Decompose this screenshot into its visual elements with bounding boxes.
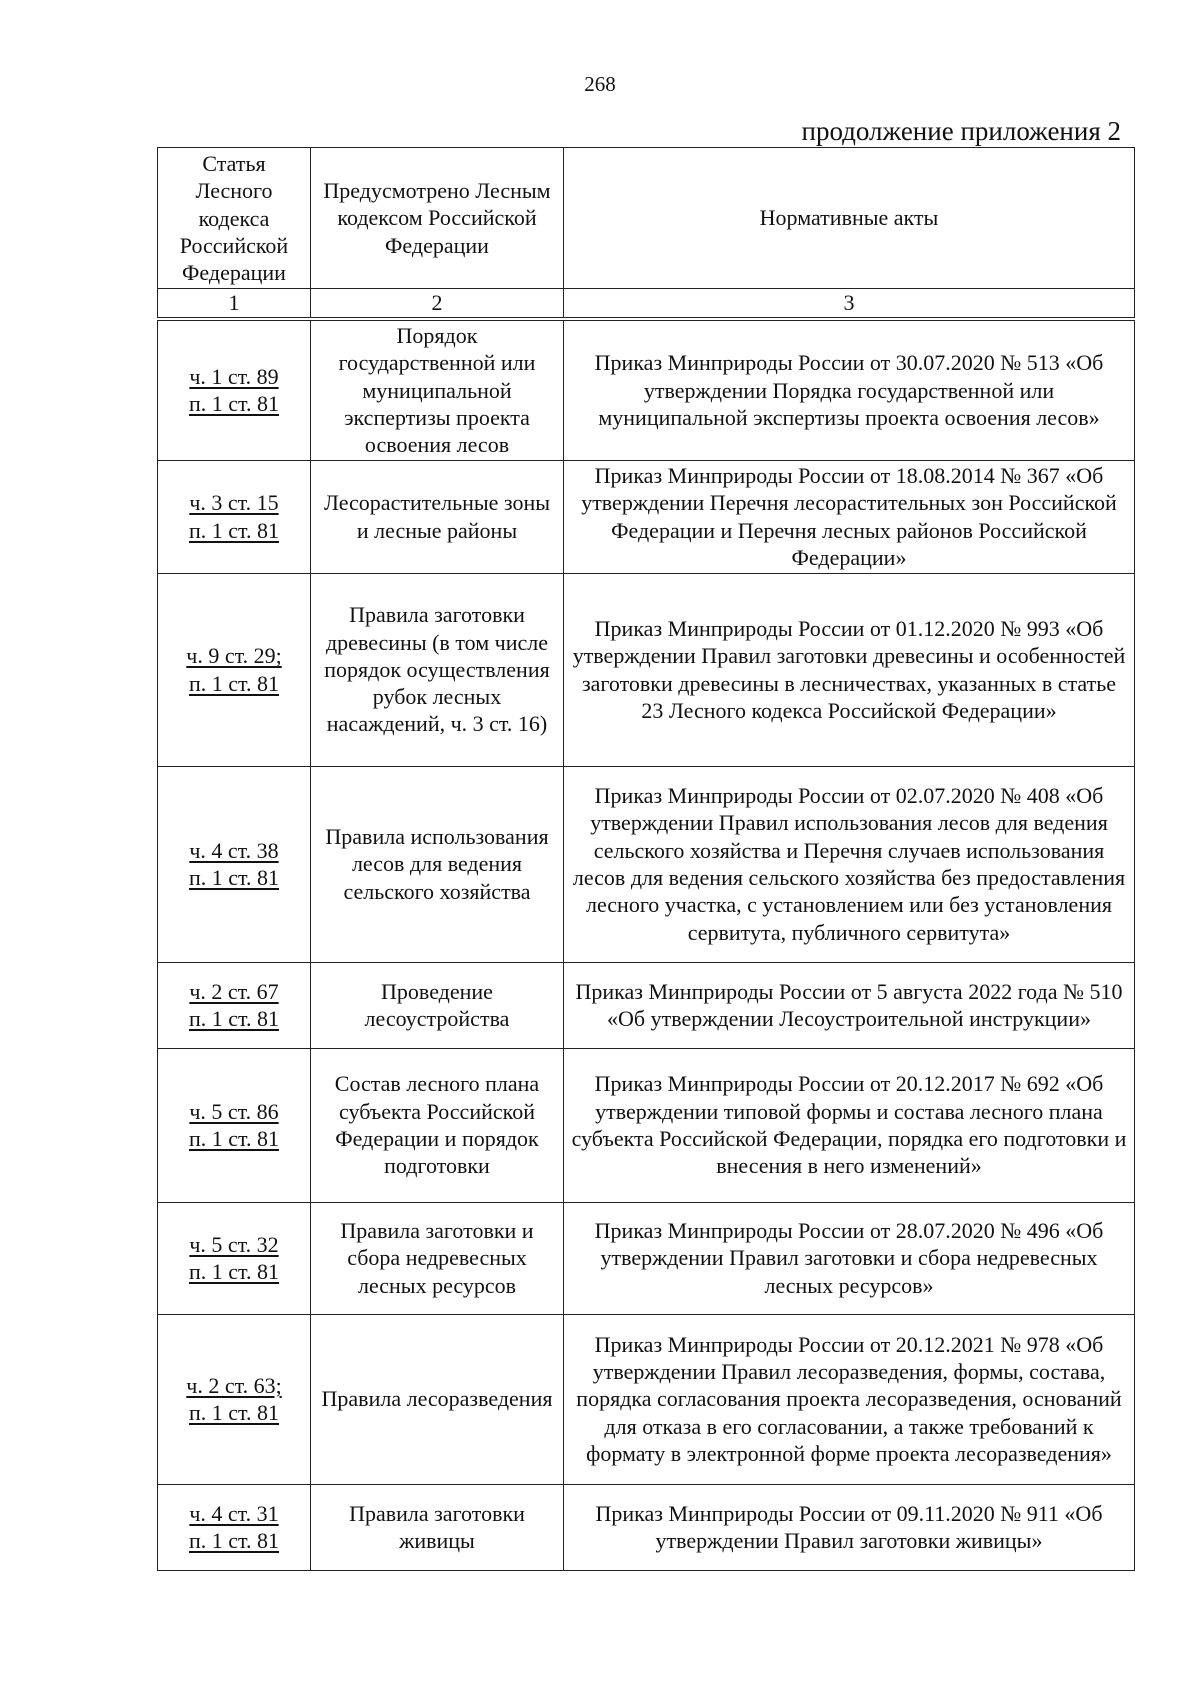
act-cell: Приказ Минприроды России от 01.12.2020 № 993 «Об утверждении Правил заготовки древесины и особенностей заготовки древесины в лесничествах, указанных в статье 23 Лесного кодекса Российской Федерации»: [564, 573, 1135, 766]
header-acts: Нормативные акты: [564, 148, 1135, 289]
act-cell: Приказ Минприроды России от 09.11.2020 № 911 «Об утверждении Правил заготовки живицы»: [564, 1484, 1135, 1570]
column-number: 1: [158, 289, 311, 320]
article-link[interactable]: ч. 4 ст. 31: [189, 1500, 279, 1526]
article-link[interactable]: п. 1 ст. 81: [189, 1006, 279, 1031]
table-row: [158, 1484, 1135, 1570]
article-link[interactable]: ч. 4 ст. 38: [189, 837, 279, 863]
article-link[interactable]: ч. 2 ст. 67: [189, 978, 279, 1004]
article-link[interactable]: п. 1 ст. 81: [189, 517, 279, 543]
table-header-row: [158, 148, 1135, 289]
regulations-table: [157, 147, 1135, 1571]
article-cell: [158, 319, 311, 460]
act-cell: Приказ Минприроды России от 02.07.2020 № 408 «Об утверждении Правил использования лесов для ведения сельского хозяйства и Перечня случаев использования лесов для ведения сельского хозяйства без предоставления лесного участка, с установлением или без установления сервитута, публичного сервитута»: [564, 766, 1135, 962]
column-number: 3: [564, 289, 1135, 320]
article-link[interactable]: п. 1 ст. 81: [189, 670, 279, 696]
article-cell: [158, 1314, 311, 1484]
provision-cell: Состав лесного плана субъекта Российской Федерации и порядок подготовки: [311, 1048, 564, 1202]
table-row: [158, 319, 1135, 460]
act-cell: Приказ Минприроды России от 20.12.2021 № 978 «Об утверждении Правил лесоразведения, формы, состава, порядка согласования проекта лесоразведения, оснований для отказа в его согласовании, а также требований к формату в электронной форме проекта лесоразведения»: [564, 1314, 1135, 1484]
article-link[interactable]: ч. 9 ст. 29;: [186, 643, 282, 669]
provision-cell: Правила использования лесов для ведения сельского хозяйства: [311, 766, 564, 962]
article-cell: [158, 1484, 311, 1570]
provision-cell: Правила заготовки живицы: [311, 1484, 564, 1570]
provision-cell: Порядок государственной или муниципальной экспертизы проекта освоения лесов: [311, 319, 564, 460]
provision-cell: Правила заготовки древесины (в том числе порядок осуществления рубок лесных насаждений, ч. 3 ст. 16): [311, 573, 564, 766]
continuation-label: продолжение приложения 2: [801, 116, 1121, 146]
header-article: Статья Лесного кодекса Российской Федерации: [158, 148, 311, 289]
article-link[interactable]: п. 1 ст. 81: [189, 865, 279, 890]
table-row: [158, 1314, 1135, 1484]
article-cell: [158, 1202, 311, 1314]
table-row: [158, 1202, 1135, 1314]
article-cell: [158, 460, 311, 573]
table-row: [158, 460, 1135, 573]
provision-cell: Лесорастительные зоны и лесные районы: [311, 460, 564, 573]
article-link[interactable]: ч. 3 ст. 15: [189, 490, 279, 516]
article-link[interactable]: ч. 5 ст. 32: [189, 1231, 279, 1257]
header-provision: Предусмотрено Лесным кодексом Российской Федерации: [311, 148, 564, 289]
article-link[interactable]: ч. 1 ст. 89: [189, 363, 279, 389]
provision-cell: Правила заготовки и сбора недревесных лесных ресурсов: [311, 1202, 564, 1314]
article-link[interactable]: п. 1 ст. 81: [189, 1126, 279, 1151]
article-link[interactable]: ч. 5 ст. 86: [189, 1098, 279, 1124]
table-row: [158, 766, 1135, 962]
article-link[interactable]: п. 1 ст. 81: [189, 391, 279, 417]
column-number: 2: [311, 289, 564, 320]
act-cell: Приказ Минприроды России от 5 августа 2022 года № 510 «Об утверждении Лесоустроительной инструкции»: [564, 962, 1135, 1048]
article-link[interactable]: ч. 2 ст. 63;: [186, 1372, 282, 1398]
article-link[interactable]: п. 1 ст. 81: [189, 1528, 279, 1553]
article-cell: [158, 573, 311, 766]
page-number: 268: [584, 72, 616, 96]
table-row: [158, 1048, 1135, 1202]
table-row: [158, 573, 1135, 766]
provision-cell: Правила лесоразведения: [311, 1314, 564, 1484]
table-row: [158, 962, 1135, 1048]
article-link[interactable]: п. 1 ст. 81: [189, 1400, 279, 1425]
column-number-row: [158, 289, 1135, 320]
act-cell: Приказ Минприроды России от 18.08.2014 № 367 «Об утверждении Перечня лесорастительных зон Российской Федерации и Перечня лесных районов Российской Федерации»: [564, 460, 1135, 573]
article-link[interactable]: п. 1 ст. 81: [189, 1259, 279, 1284]
article-cell: [158, 962, 311, 1048]
provision-cell: Проведение лесоустройства: [311, 962, 564, 1048]
article-cell: [158, 766, 311, 962]
act-cell: Приказ Минприроды России от 30.07.2020 № 513 «Об утверждении Порядка государственной или муниципальной экспертизы проекта освоения лесов»: [564, 319, 1135, 460]
act-cell: Приказ Минприроды России от 28.07.2020 № 496 «Об утверждении Правил заготовки и сбора недревесных лесных ресурсов»: [564, 1202, 1135, 1314]
article-cell: [158, 1048, 311, 1202]
act-cell: Приказ Минприроды России от 20.12.2017 № 692 «Об утверждении типовой формы и состава лесного плана субъекта Российской Федерации, порядка его подготовки и внесения в него изменений»: [564, 1048, 1135, 1202]
